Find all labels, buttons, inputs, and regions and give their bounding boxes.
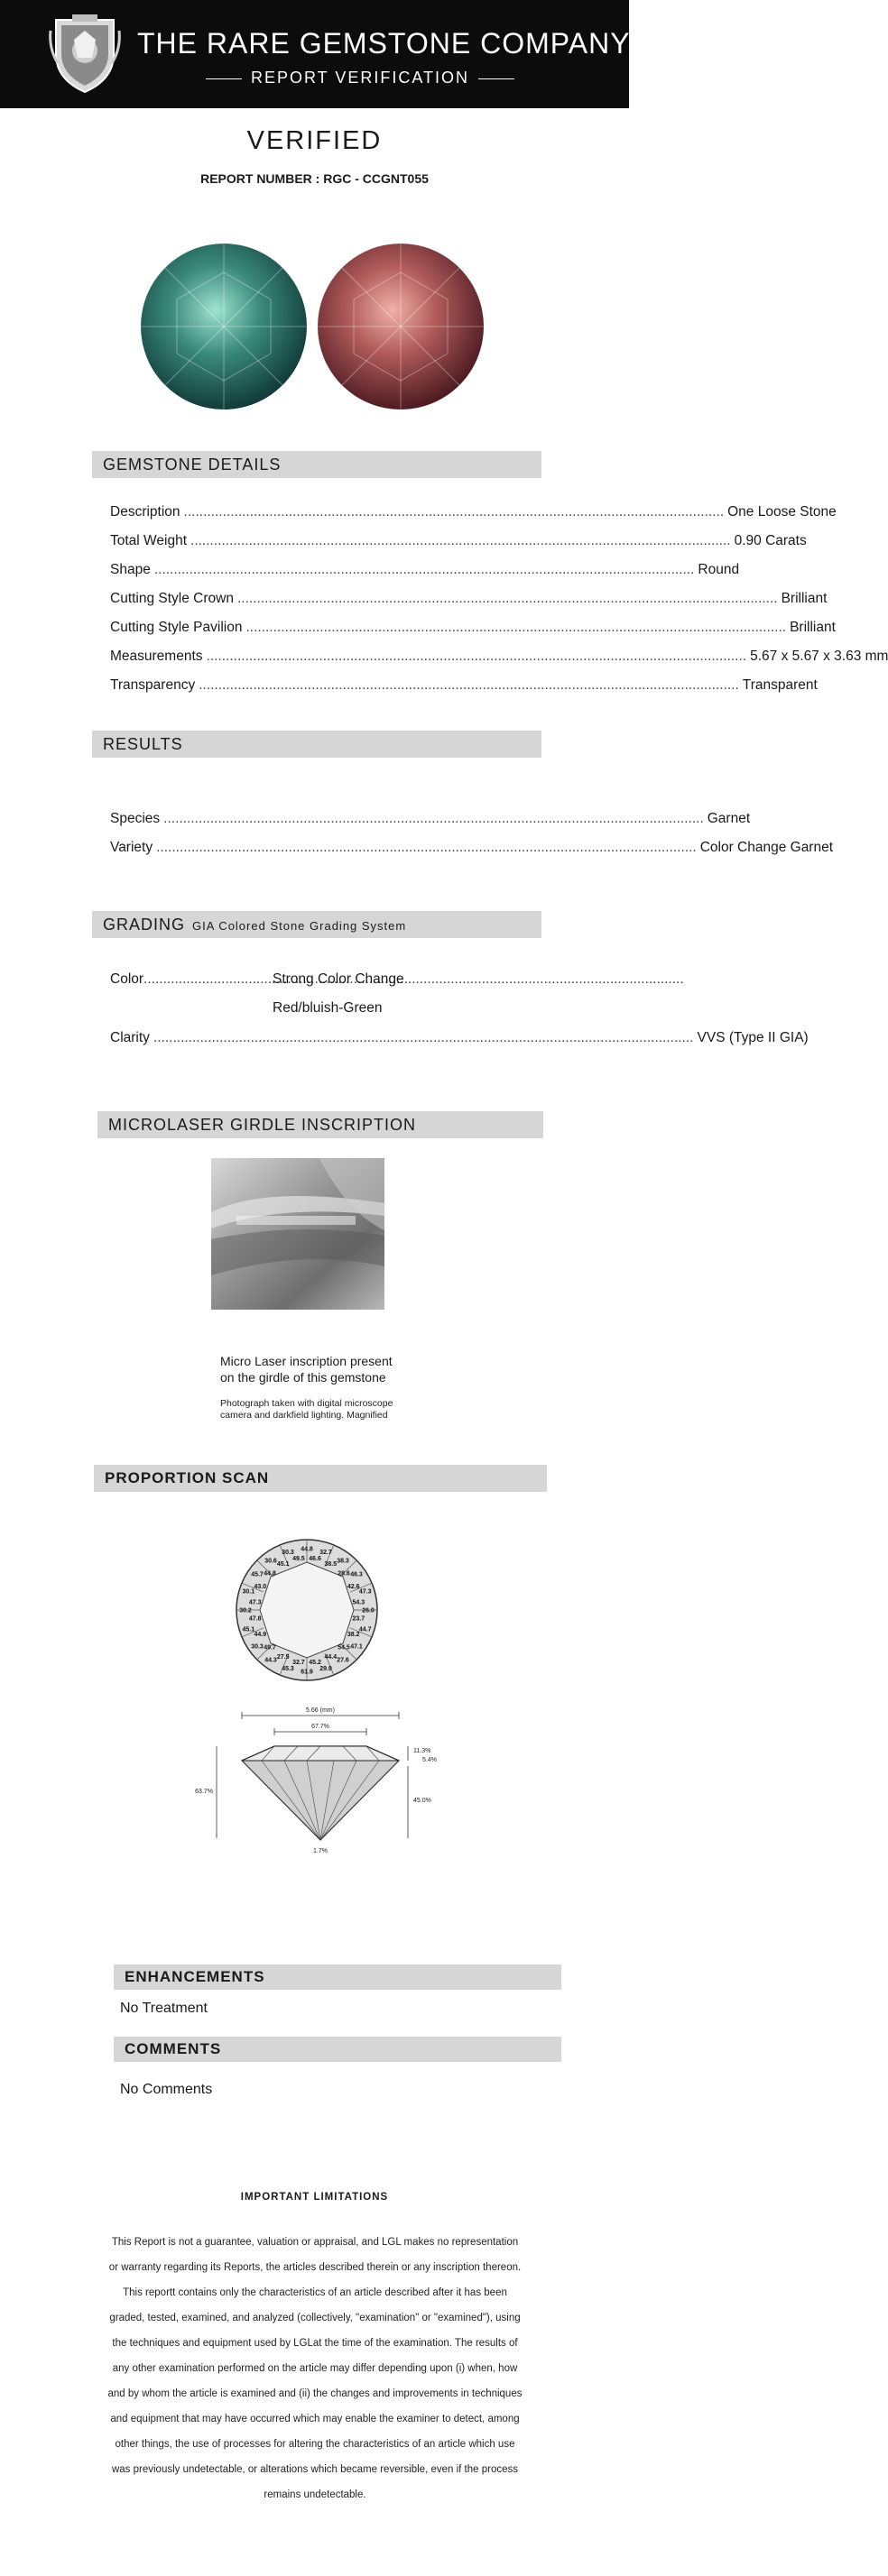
facet-label: 32.7 xyxy=(319,1549,332,1556)
grading-clarity-row xyxy=(110,1029,809,1049)
facet-label: 47.3 xyxy=(358,1588,372,1596)
result-value: Color Change Garnet xyxy=(699,840,834,855)
facet-label: 38.5 xyxy=(324,1560,338,1568)
facet-label: 30.2 xyxy=(239,1607,252,1615)
facet-label: 45.7 xyxy=(251,1571,264,1578)
scan-width-label: 5.66 (mm) xyxy=(306,1707,335,1714)
facet-label: 46.3 xyxy=(350,1571,363,1578)
result-label: Variety xyxy=(110,840,153,855)
detail-row xyxy=(110,590,828,610)
facet-label: 27.5 xyxy=(276,1654,290,1661)
facet-label: 43.0 xyxy=(254,1584,267,1591)
crest-logo-icon xyxy=(47,13,123,96)
clarity-value: VVS (Type II GIA) xyxy=(697,1030,809,1045)
detail-label: Shape xyxy=(110,562,151,577)
facet-label: 46.6 xyxy=(309,1556,321,1563)
detail-row xyxy=(110,648,888,667)
facet-label: 29.9 xyxy=(319,1666,332,1673)
color-value-2: Red/bluish-Green xyxy=(273,1000,383,1016)
detail-label: Measurements xyxy=(110,649,203,664)
color-label: Color xyxy=(110,971,144,987)
detail-row xyxy=(110,561,740,581)
microlaser-inscription-photo xyxy=(211,1158,384,1310)
detail-label: Description xyxy=(110,504,180,520)
proportion-scan-heading: PROPORTION SCAN xyxy=(94,1465,547,1492)
facet-label: 45.3 xyxy=(282,1666,294,1673)
facet-label: 47.8 xyxy=(248,1615,262,1623)
facet-label: 28.6 xyxy=(338,1570,350,1578)
facet-label: 30.6 xyxy=(264,1558,277,1565)
scan-girdle-pct: 5.4% xyxy=(422,1757,437,1763)
result-label: Species xyxy=(110,811,161,826)
facet-label: 45.2 xyxy=(309,1659,321,1666)
result-row xyxy=(110,810,751,830)
facet-label: 30.3 xyxy=(251,1643,264,1651)
facet-label: 26.0 xyxy=(362,1607,375,1615)
comments-value: No Comments xyxy=(120,2082,213,2097)
scan-pavilion-pct: 45.0% xyxy=(413,1798,431,1804)
grading-system: GIA Colored Stone Grading System xyxy=(192,919,407,933)
scan-total-depth-pct: 63.7% xyxy=(195,1789,213,1795)
facet-label: 44.9 xyxy=(254,1631,267,1638)
facet-label: 30.1 xyxy=(242,1588,255,1596)
facet-label: 30.3 xyxy=(282,1549,294,1556)
microlaser-caption: Micro Laser inscription present on the girdle of this gemstone xyxy=(220,1354,393,1385)
microlaser-photo-note: Photograph taken with digital microscope camera and darkfield lighting. Magnified xyxy=(220,1398,393,1421)
facet-label: 61.9 xyxy=(301,1669,313,1676)
facet-label: 38.3 xyxy=(337,1558,349,1565)
proportion-scan-top-view xyxy=(217,1524,397,1696)
detail-row xyxy=(110,532,807,552)
gemstone-details-heading: GEMSTONE DETAILS xyxy=(92,451,541,478)
report-verification-subtitle: REPORT VERIFICATION xyxy=(197,69,491,87)
facet-label: 38.2 xyxy=(347,1631,360,1638)
facet-label: 47.1 xyxy=(350,1643,363,1651)
detail-label: Total Weight xyxy=(110,533,188,548)
header-banner xyxy=(0,0,646,108)
result-row xyxy=(110,839,834,859)
detail-row xyxy=(110,503,837,523)
proportion-scan-side-view xyxy=(190,1703,451,1856)
enhancements-value: No Treatment xyxy=(120,2001,208,2016)
facet-label: 49.5 xyxy=(292,1556,305,1563)
detail-label: Cutting Style Crown xyxy=(110,591,234,606)
color-value-1: Strong Color Change xyxy=(273,971,404,987)
facet-label: 27.6 xyxy=(337,1657,349,1664)
important-limitations-title: IMPORTANT LIMITATIONS xyxy=(240,2192,389,2203)
scan-culet-pct: 1.7% xyxy=(313,1848,328,1854)
grading-heading xyxy=(92,911,541,938)
facet-label: 44.4 xyxy=(324,1654,338,1661)
facet-label: 45.1 xyxy=(242,1626,255,1633)
detail-row xyxy=(110,676,818,696)
detail-value: Transparent xyxy=(742,677,818,693)
scan-crown-pct: 11.3% xyxy=(413,1748,431,1754)
company-name: THE RARE GEMSTONE COMPANY ™ xyxy=(137,27,646,60)
results-heading: RESULTS xyxy=(92,731,541,758)
detail-value: One Loose Stone xyxy=(727,504,837,520)
important-limitations-text: This Report is not a guarantee, valuation or appraisal, and LGL makes no representation or warranty regarding its Reports, the articles described therein or any inscription thereon. This reportt contains only the characteristics of an article described after it has been graded, tested, examined, and analyzed (collectively, "examination" or "examined"), using the techniques and equipment used by LGLat the time of the examination. The results of any other examination performed on the article may differ depending upon (i) when, how and by whom the article is examined and (ii) the changes and improvements in techniques and equipment that may have occurred which may enable the examiner to detect, among other things, the use of processes for altering the characteristics of an article which use was previously undetectable, or alterations which became reversible, even if the process remains undetectable. xyxy=(107,2237,523,2500)
grading-title: GRADING xyxy=(103,915,186,934)
facet-label: 44.8 xyxy=(264,1570,276,1578)
facet-label: 44.8 xyxy=(301,1546,313,1553)
facet-label: 44.3 xyxy=(264,1657,277,1664)
gemstone-photo xyxy=(126,236,498,417)
detail-value: 0.90 Carats xyxy=(734,533,807,548)
facet-label: 42.6 xyxy=(347,1584,360,1591)
detail-label: Transparency xyxy=(110,677,196,693)
verified-status: VERIFIED xyxy=(246,126,383,155)
detail-value: Brilliant xyxy=(781,591,828,606)
facet-label: 54.5 xyxy=(338,1644,350,1651)
facet-label: 32.7 xyxy=(292,1659,305,1666)
facet-label: 49.7 xyxy=(264,1644,276,1651)
grading-color-row xyxy=(110,971,273,990)
clarity-label: Clarity xyxy=(110,1030,150,1045)
detail-value: Brilliant xyxy=(790,620,836,635)
facet-label: 47.3 xyxy=(248,1599,262,1606)
comments-heading: COMMENTS xyxy=(114,2037,561,2062)
enhancements-heading: ENHANCEMENTS xyxy=(114,1964,561,1990)
facet-label: 45.1 xyxy=(276,1560,290,1568)
report-number: REPORT NUMBER : RGC - CCGNT055 xyxy=(200,171,429,186)
facet-label: 23.7 xyxy=(352,1615,365,1623)
detail-value: Round xyxy=(698,562,740,577)
detail-value: 5.67 x 5.67 x 3.63 mm xyxy=(750,649,888,664)
facet-label: 44.7 xyxy=(358,1626,372,1633)
result-value: Garnet xyxy=(707,811,751,826)
microlaser-heading: MICROLASER GIRDLE INSCRIPTION xyxy=(97,1111,543,1138)
facet-label: 54.3 xyxy=(352,1599,365,1606)
detail-row xyxy=(110,619,836,639)
detail-label: Cutting Style Pavilion xyxy=(110,620,243,635)
scan-table-pct: 67.7% xyxy=(311,1724,329,1730)
